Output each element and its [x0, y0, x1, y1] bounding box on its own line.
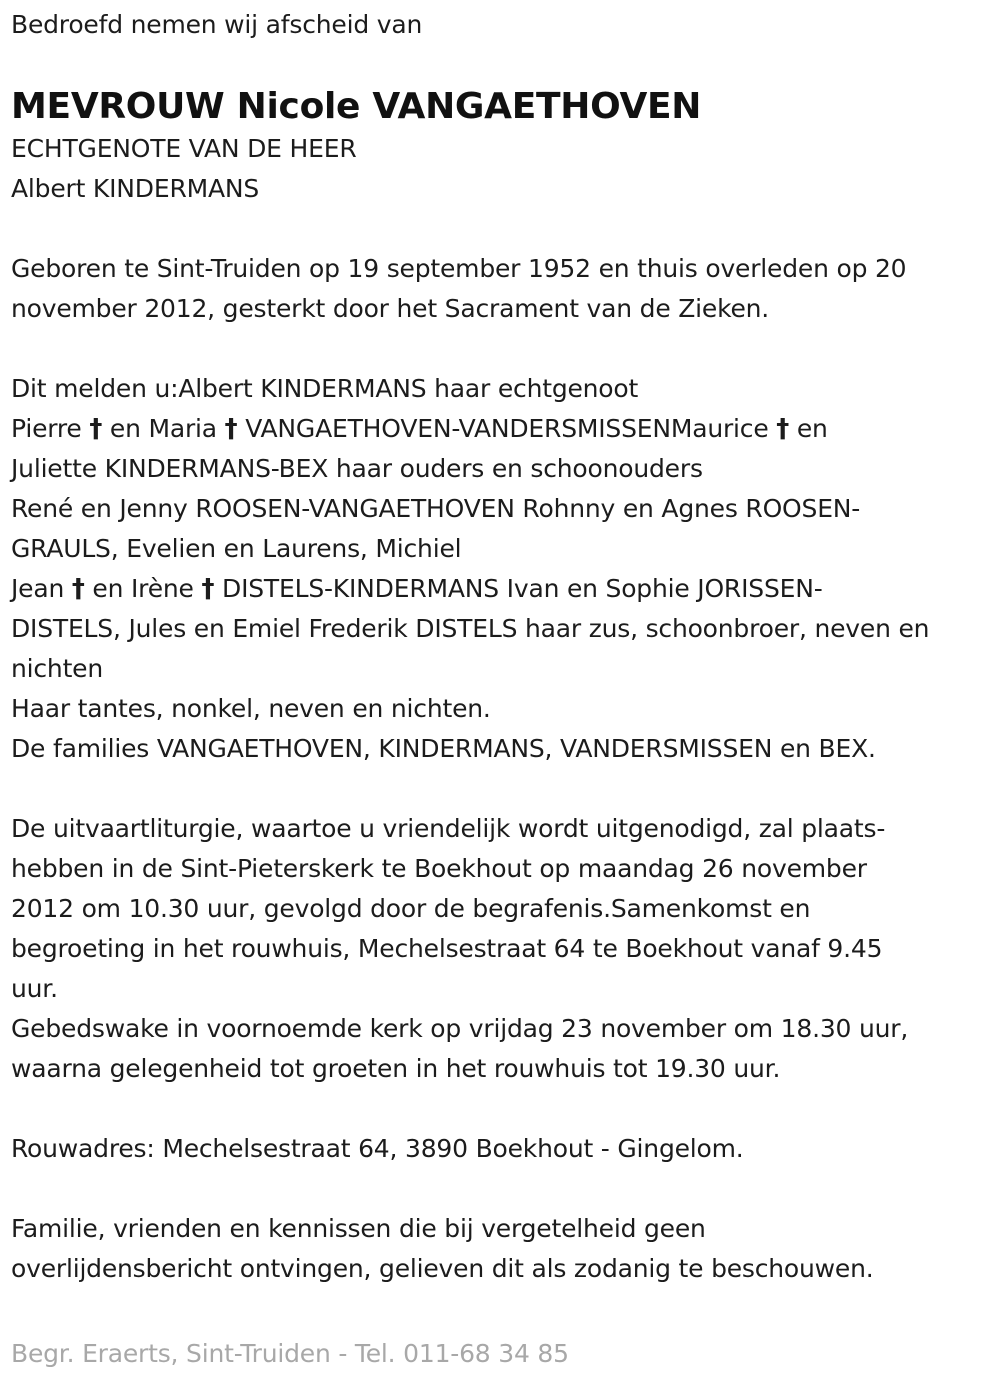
closing-line: Familie, vrienden en kennissen die bij vergetelheid geen [11, 1214, 706, 1243]
funeral-line: uur. [11, 974, 58, 1003]
spouse-name: Albert KINDERMANS [11, 174, 260, 203]
spacer [11, 209, 993, 249]
cross-icon: † [776, 414, 790, 444]
obituary-notice [11, 0, 993, 1289]
intro-text: Bedroefd nemen wij afscheid van [11, 10, 423, 39]
spacer [11, 1169, 993, 1209]
funeral-line: De uitvaartliturgie, waartoe u vriendelijk wordt uitgenodigd, zal plaats- [11, 814, 886, 843]
deceased-name: MEVROUW Nicole VANGAETHOVEN [11, 86, 702, 127]
family-text: DISTELS-KINDERMANS Ivan en Sophie JORISSEN- [214, 574, 823, 603]
family-text: Jean [11, 574, 72, 603]
spacer [11, 1089, 993, 1129]
wake-line: waarna gelegenheid tot groeten in het rouwhuis tot 19.30 uur. [11, 1054, 781, 1083]
funeral-line: begroeting in het rouwhuis, Mechelsestraat 64 te Boekhout vanaf 9.45 [11, 934, 883, 963]
family-line: Dit melden u:Albert KINDERMANS haar echtgenoot [11, 374, 639, 403]
family-line: Juliette KINDERMANS-BEX haar ouders en schoonouders [11, 454, 703, 483]
family-text: en Maria [102, 414, 225, 443]
cross-icon: † [71, 574, 85, 604]
family-line: René en Jenny ROOSEN-VANGAETHOVEN Rohnny en Agnes ROOSEN- [11, 494, 861, 523]
spacer [11, 329, 993, 369]
family-line: Haar tantes, nonkel, neven en nichten. [11, 694, 491, 723]
spouse-title: ECHTGENOTE VAN DE HEER [11, 134, 357, 163]
funeral-line: 2012 om 10.30 uur, gevolgd door de begrafenis.Samenkomst en [11, 894, 811, 923]
family-line [11, 569, 993, 609]
birth-death-line: november 2012, gesterkt door het Sacrament van de Zieken. [11, 294, 770, 323]
spacer [11, 769, 993, 809]
family-text: Pierre [11, 414, 90, 443]
family-line [11, 409, 993, 449]
cross-icon: † [201, 574, 215, 604]
family-text: en Irène [84, 574, 202, 603]
mourning-address: Rouwadres: Mechelsestraat 64, 3890 Boekhout - Gingelom. [11, 1134, 744, 1163]
wake-line: Gebedswake in voornoemde kerk op vrijdag 23 november om 18.30 uur, [11, 1014, 909, 1043]
birth-death-line: Geboren te Sint-Truiden op 19 september 1952 en thuis overleden op 20 [11, 254, 907, 283]
family-text: VANGAETHOVEN-VANDERSMISSENMaurice [237, 414, 777, 443]
family-line: GRAULS, Evelien en Laurens, Michiel [11, 534, 462, 563]
cross-icon: † [89, 414, 103, 444]
cross-icon: † [224, 414, 238, 444]
funeral-line: hebben in de Sint-Pieterskerk te Boekhout op maandag 26 november [11, 854, 867, 883]
family-line: nichten [11, 654, 104, 683]
family-line: De families VANGAETHOVEN, KINDERMANS, VANDERSMISSEN en BEX. [11, 734, 876, 763]
closing-line: overlijdensbericht ontvingen, gelieven dit als zodanig te beschouwen. [11, 1254, 874, 1283]
family-text: en [789, 414, 828, 443]
funeral-home-footer: Begr. Eraerts, Sint-Truiden - Tel. 011-68 34 85 [11, 1339, 569, 1368]
family-line: DISTELS, Jules en Emiel Frederik DISTELS haar zus, schoonbroer, neven en [11, 614, 930, 643]
